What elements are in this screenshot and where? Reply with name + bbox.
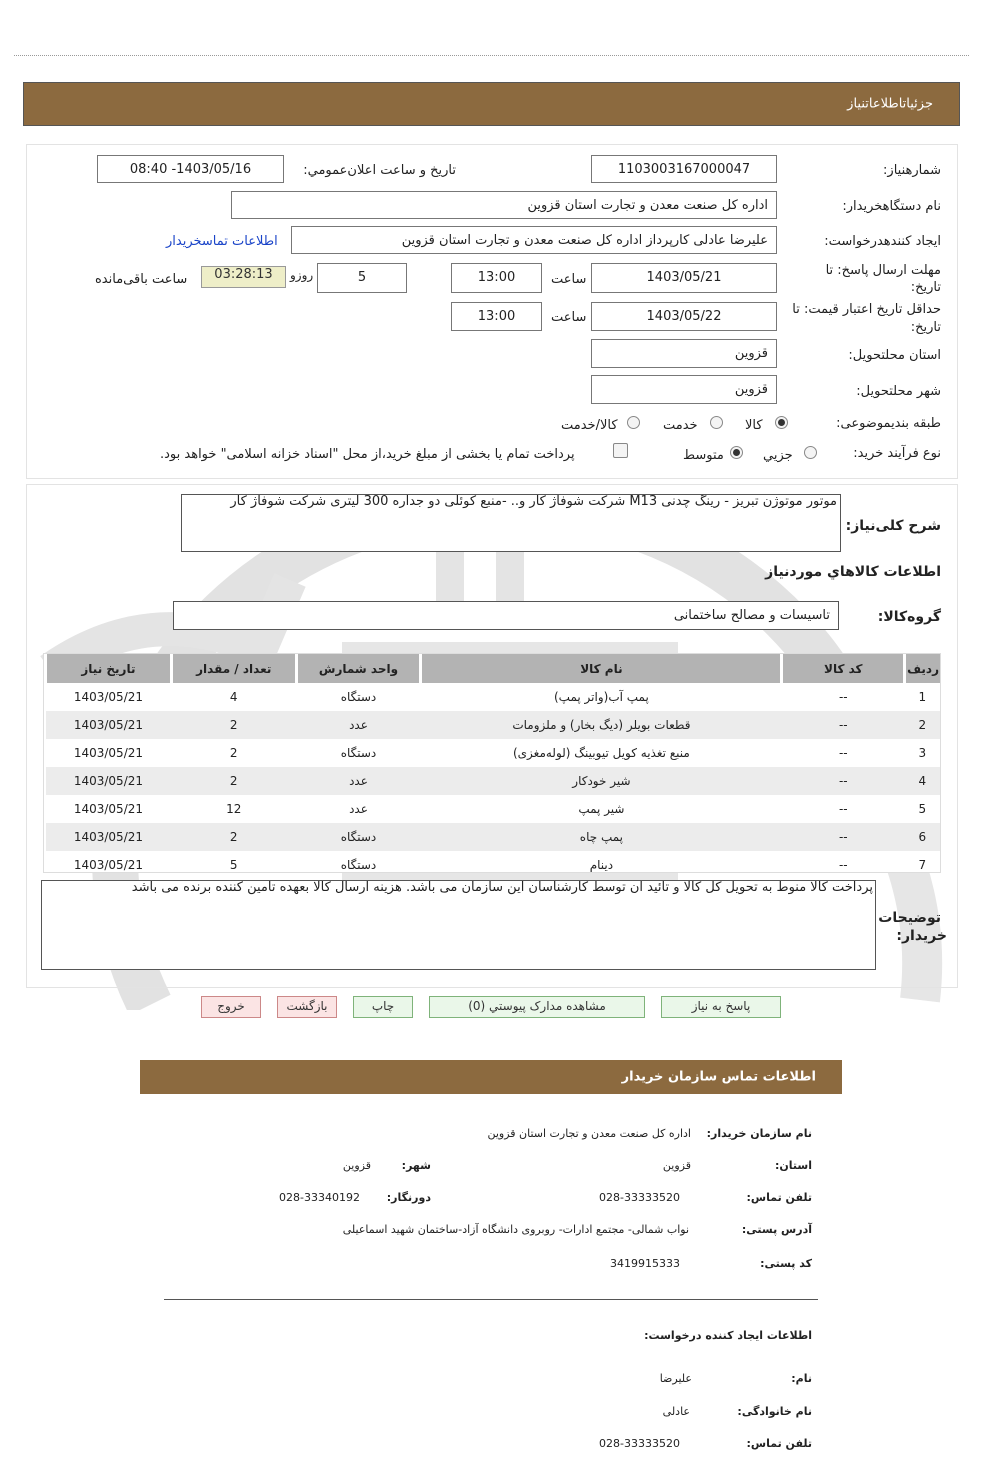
contact-org-value: اداره کل صنعت معدن و تجارت استان قزوین [487, 1127, 691, 1140]
cell-quantity: 2 [171, 823, 296, 851]
contact-fax-label: دورنگار: [386, 1191, 431, 1204]
remaining-label: ساعت باقی‌مانده [95, 272, 188, 287]
cell-item-code: -- [782, 767, 905, 795]
contact-city-label: شهر: [401, 1159, 431, 1172]
cell-need-date: 1403/05/21 [73, 746, 144, 760]
cell-need-date: 1403/05/21 [73, 858, 144, 872]
cell-need-date: 1403/05/21 [46, 823, 172, 851]
buyer-notes-label-1: توضیحات [878, 910, 941, 926]
process-minor-label: جزیي [763, 448, 793, 463]
cell-item-code: -- [782, 711, 905, 739]
cell-row-number: 1 [918, 690, 927, 704]
validity-date-field: 1403/05/22 [591, 302, 777, 331]
table-row [46, 795, 941, 823]
deadline-time-field: 13:00 [451, 263, 542, 293]
back-button[interactable]: بازگشت [277, 996, 337, 1018]
category-both-label: کالا/خدمت [561, 418, 618, 433]
cell-row-number: 7 [918, 858, 927, 872]
remaining-timer: 03:28:13 [201, 266, 286, 288]
province-label: استان محلتحویل: [848, 348, 941, 363]
deadline-label-2: تاریخ: [910, 280, 941, 295]
table-row [46, 823, 941, 851]
cell-item-code: -- [838, 858, 848, 872]
contact-divider [164, 1299, 818, 1300]
deadline-time-label: ساعت [551, 272, 587, 287]
buyer-org-field: اداره کل صنعت معدن و تجارت استان قزوین [231, 191, 777, 219]
cell-row-number: 5 [918, 802, 927, 816]
creator-label: ایجاد کنندهدرخواست: [824, 234, 941, 249]
header-row-number: ردیف [905, 654, 940, 683]
table-row [46, 683, 941, 711]
cell-quantity: 12 [226, 802, 242, 816]
days-label: روزو [290, 268, 314, 282]
category-both-radio[interactable] [627, 416, 640, 429]
header-unit: واحد شمارش [296, 654, 421, 683]
category-service-radio[interactable] [710, 416, 723, 429]
cell-need-date: 1403/05/21 [73, 802, 144, 816]
cell-quantity: 2 [171, 711, 296, 739]
creator-field: علیرضا عادلی کارپرداز اداره کل صنعت معدن و تجارت استان قزوین [291, 226, 777, 254]
cell-row-number: 6 [905, 823, 940, 851]
buyer-notes-label-2: خریدار: [896, 928, 947, 944]
cell-item-code: -- [838, 802, 848, 816]
process-minor-radio[interactable] [804, 446, 817, 459]
cell-row-number: 4 [905, 767, 940, 795]
creator-phone-value: 028-33333520 [599, 1437, 680, 1450]
category-goods-label: کالا [745, 418, 763, 433]
process-label: نوع فرآیند خرید: [853, 446, 941, 461]
contact-city-value: قزوین [342, 1159, 371, 1172]
cell-unit: دستگاه [340, 690, 377, 704]
top-divider [14, 55, 969, 56]
payment-checkbox[interactable] [613, 443, 628, 458]
process-medium-label: متوسط [683, 448, 724, 463]
buyer-notes-textarea: پرداخت کالا منوط به تحویل کل کالا و تائید ان توسط کارشناسان این سازمان می باشد. هزینه ارسال کالا بعهده تامین کننده برنده می باشد [41, 880, 876, 970]
contact-province-label: استان: [775, 1159, 812, 1172]
validity-time-label: ساعت [551, 310, 587, 325]
contact-address-value: نواب شمالی- مجتمع ادارات- روبروی دانشگاه آزاد-ساختمان شهید اسماعیلی [342, 1223, 689, 1236]
cell-row-number: 3 [918, 746, 927, 760]
cell-item-name: پمپ چاه [421, 823, 782, 851]
creator-first-name-value: علیرضا [659, 1372, 692, 1385]
contact-address-label: آدرس پستی: [741, 1223, 812, 1236]
table-header-row [46, 654, 941, 683]
details-header [23, 82, 960, 126]
contact-header [140, 1060, 842, 1094]
cell-unit: دستگاه [340, 746, 377, 760]
cell-quantity: 2 [229, 746, 238, 760]
category-goods-radio[interactable] [775, 416, 788, 429]
buyer-contact-link[interactable]: اطلاعات تماسخریدار [166, 234, 278, 249]
goods-group-label: گروه‌کالا: [877, 609, 941, 625]
items-table-wrapper [43, 653, 941, 873]
header-item-code: کد کالا [782, 654, 905, 683]
cell-item-name: شیر پمپ [578, 802, 625, 816]
goods-group-field: تاسیسات و مصالح ساختمانی [173, 601, 839, 630]
items-table [44, 654, 940, 879]
print-button[interactable]: چاپ [353, 996, 413, 1018]
cell-unit: عدد [296, 711, 421, 739]
creator-phone-label: تلفن تماس: [746, 1437, 812, 1450]
cell-quantity: 2 [171, 767, 296, 795]
announce-label: تاریخ و ساعت اعلان‌عمومي: [303, 163, 456, 178]
days-field: 5 [317, 263, 407, 293]
contact-phone-label: تلفن تماس: [746, 1191, 812, 1204]
cell-item-code: -- [838, 746, 848, 760]
creator-first-name-label: نام: [791, 1372, 812, 1385]
process-medium-radio[interactable] [730, 446, 743, 459]
buyer-org-label: نام دستگاهخریدار: [842, 199, 941, 214]
goods-info-title: اطلاعات کالاهاي موردنیاز [765, 564, 941, 580]
cell-quantity: 5 [229, 858, 238, 872]
contact-phone-value: 028-33333520 [599, 1191, 680, 1204]
contact-org-label: نام سازمان خریدار: [706, 1127, 812, 1140]
summary-label: شرح کلی‌نیاز: [845, 518, 941, 534]
table-row [46, 711, 941, 739]
table-row [46, 851, 941, 879]
cell-need-date: 1403/05/21 [73, 690, 144, 704]
cell-item-name: شیر خودکار [421, 767, 782, 795]
contact-header-title: اطلاعات تماس سازمان خریدار [621, 1069, 816, 1085]
cell-unit: عدد [296, 767, 421, 795]
contact-postal-value: 3419915333 [610, 1257, 680, 1270]
cell-row-number: 2 [905, 711, 940, 739]
payment-note: پرداخت تمام یا بخشی از مبلغ خرید،از محل "اسناد خزانه اسلامی" خواهد بود. [160, 447, 575, 462]
creator-last-name-label: نام خانوادگی: [737, 1405, 812, 1418]
cell-item-code: -- [838, 690, 848, 704]
validity-label-1: حداقل تاریخ اعتبار قیمت: تا [792, 302, 941, 317]
summary-textarea: موتور موتوژن تبریز - رینگ چدنی M13 شرکت شوفاژ کار و.. -منبع کوئلی دو جداره 300 لیتری شرکت شوفاژ کار [181, 494, 841, 552]
cell-unit: عدد [349, 802, 368, 816]
header-quantity: تعداد / مقدار [171, 654, 296, 683]
creator-info-title: اطلاعات ایجاد کننده درخواست: [644, 1329, 812, 1342]
cell-item-name: پمپ آب(واتر پمپ) [553, 690, 649, 704]
details-header-title: جزئیاتاطلاعاتنیاز [847, 96, 933, 112]
validity-label-2: تاریخ: [910, 320, 941, 335]
creator-last-name-value: عادلی [662, 1405, 690, 1418]
announce-field: 1403/05/16- 08:40 [97, 155, 284, 183]
category-label: طبقه بندیموضوعی: [836, 416, 941, 431]
city-label: شهر محلتحویل: [856, 384, 941, 399]
cell-need-date: 1403/05/21 [46, 767, 172, 795]
reply-button[interactable]: پاسخ به نیاز [661, 996, 781, 1018]
cell-item-name: قطعات بویلر (دیگ بخار) و ملزومات [421, 711, 782, 739]
cell-item-code: -- [782, 823, 905, 851]
cell-unit: دستگاه [296, 823, 421, 851]
attachments-button[interactable]: مشاهده مدارک پیوستي (0) [429, 996, 645, 1018]
need-number-field: 1103003167000047 [591, 155, 777, 183]
city-field: قزوین [591, 375, 777, 404]
header-item-name: نام کالا [421, 654, 782, 683]
table-row [46, 739, 941, 767]
validity-time-field: 13:00 [451, 302, 542, 331]
table-row [46, 767, 941, 795]
exit-button[interactable]: خروج [201, 996, 261, 1018]
category-service-label: خدمت [663, 418, 698, 433]
contact-fax-value: 028-33340192 [279, 1191, 360, 1204]
cell-item-name: منبع تغذیه کویل تیوبینگ (لوله‌مغزی) [512, 746, 690, 760]
cell-need-date: 1403/05/21 [46, 711, 172, 739]
deadline-date-field: 1403/05/21 [591, 263, 777, 293]
cell-item-name: دینام [589, 858, 614, 872]
cell-unit: دستگاه [340, 858, 377, 872]
cell-quantity: 4 [229, 690, 238, 704]
contact-province-value: قزوین [662, 1159, 691, 1172]
header-need-date: تاریخ نیاز [46, 654, 172, 683]
need-number-label: شمارهنیاز: [883, 163, 941, 178]
contact-postal-label: کد پستی: [760, 1257, 812, 1270]
deadline-label-1: مهلت ارسال پاسخ: تا [825, 263, 941, 278]
province-field: قزوین [591, 339, 777, 368]
